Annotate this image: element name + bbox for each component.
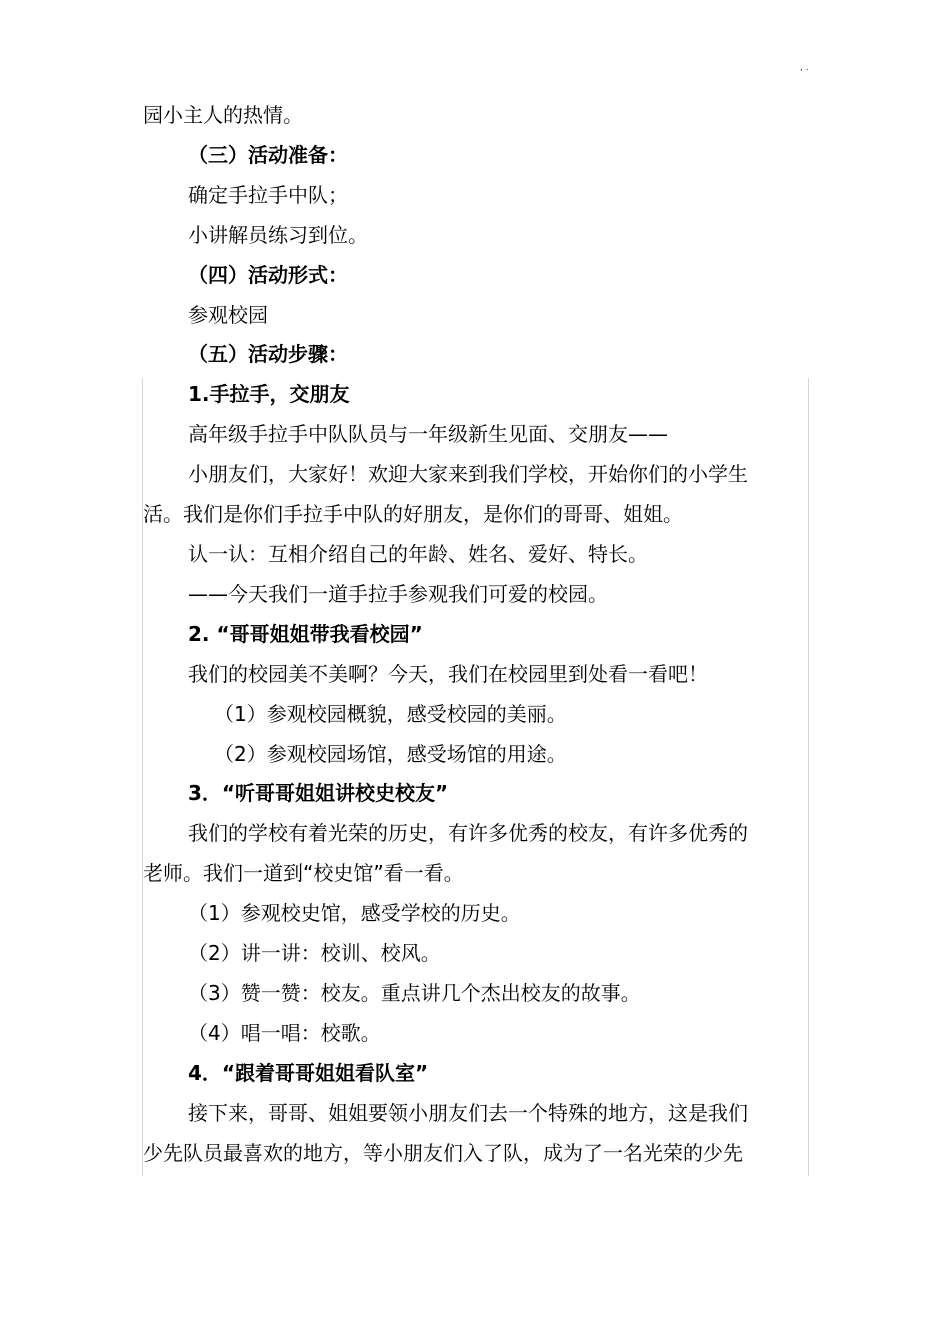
list-item: （2）参观校园场馆，感受场馆的用途。 [214, 742, 567, 766]
frame-line-right [808, 378, 809, 1176]
paragraph-line: 接下来，哥哥、姐姐要领小朋友们去一个特殊的地方，这是我们 [188, 1101, 748, 1125]
list-item: （4）唱一唱：校歌。 [188, 1021, 381, 1045]
paragraph-line: 园小主人的热情。 [143, 103, 303, 127]
step-heading: 1.手拉手，交朋友 [188, 382, 350, 406]
list-item: （1）参观校史馆，感受学校的历史。 [188, 901, 521, 925]
section-heading: （三）活动准备： [188, 143, 348, 167]
paragraph-line: 小讲解员练习到位。 [188, 223, 368, 247]
section-heading: （五）活动步骤： [188, 342, 348, 366]
paragraph-line: 少先队员最喜欢的地方，等小朋友们入了队，成为了一名光荣的少先 [143, 1141, 743, 1165]
list-item: （3）赞一赞：校友。重点讲几个杰出校友的故事。 [188, 981, 641, 1005]
page-corner-mark: , . [800, 63, 809, 73]
paragraph-line: 参观校园 [188, 303, 268, 327]
paragraph-line: 我们的学校有着光荣的历史，有许多优秀的校友，有许多优秀的 [188, 821, 748, 845]
paragraph-line: 活。我们是你们手拉手中队的好朋友，是你们的哥哥、姐姐。 [143, 502, 683, 526]
paragraph-line: 老师。我们一道到“校史馆”看一看。 [143, 861, 464, 885]
step-heading: 3．“听哥哥姐姐讲校史校友” [188, 781, 449, 805]
step-heading: 4．“跟着哥哥姐姐看队室” [188, 1061, 429, 1085]
step-heading: 2. “哥哥姐姐带我看校园” [188, 622, 423, 646]
section-heading: （四）活动形式： [188, 263, 348, 287]
list-item: （1）参观校园概貌，感受校园的美丽。 [214, 702, 567, 726]
paragraph-line: 高年级手拉手中队队员与一年级新生见面、交朋友—— [188, 422, 668, 446]
paragraph-line: 小朋友们，大家好！欢迎大家来到我们学校，开始你们的小学生 [188, 462, 748, 486]
frame-line-left [142, 378, 143, 1176]
paragraph-line: 认一认：互相介绍自己的年龄、姓名、爱好、特长。 [188, 542, 648, 566]
paragraph-line: ——今天我们一道手拉手参观我们可爱的校园。 [188, 582, 608, 606]
paragraph-line: 我们的校园美不美啊？今天，我们在校园里到处看一看吧！ [188, 662, 708, 686]
list-item: （2）讲一讲：校训、校风。 [188, 941, 441, 965]
paragraph-line: 确定手拉手中队； [188, 183, 348, 207]
